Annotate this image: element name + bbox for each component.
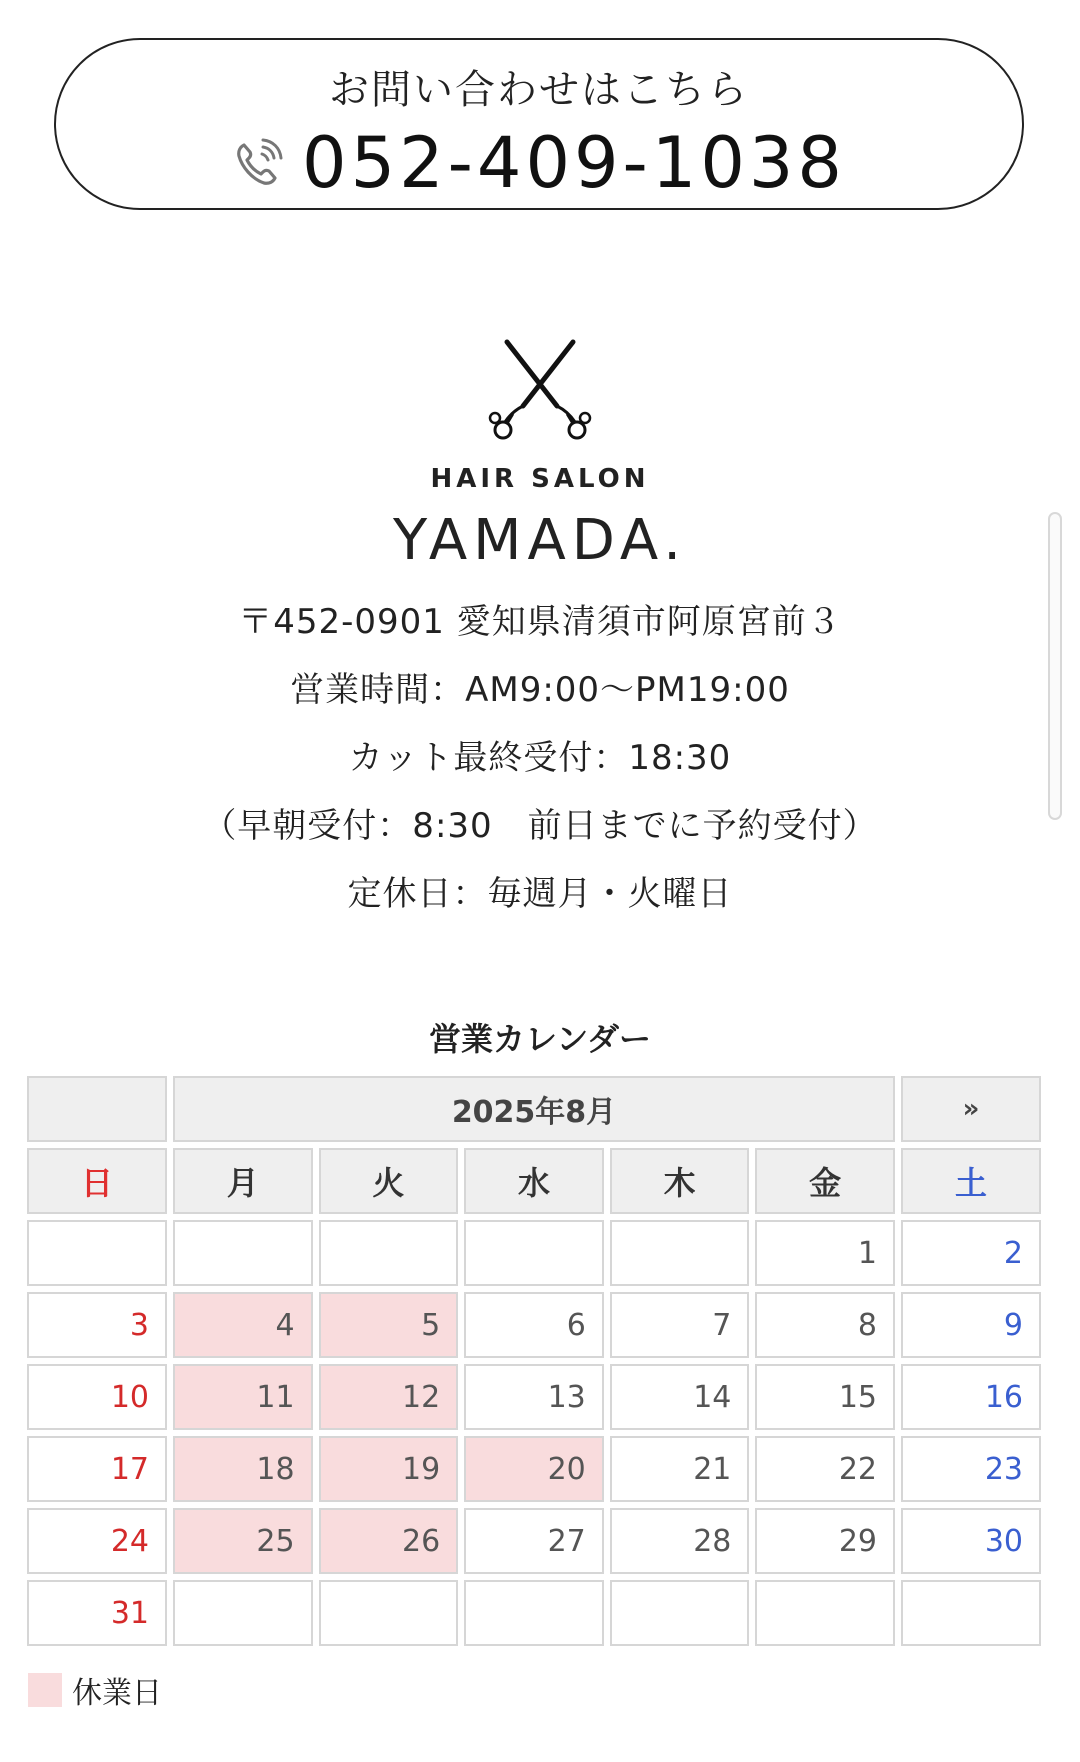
calendar-day: 30 — [901, 1508, 1041, 1574]
logo-subtitle: HAIR SALON — [430, 464, 650, 494]
calendar-day: 17 — [27, 1436, 167, 1502]
calendar-day: 5 — [319, 1292, 459, 1358]
calendar-day: 19 — [319, 1436, 459, 1502]
calendar-empty-cell — [27, 1220, 167, 1286]
weekday-header: 日 — [27, 1148, 167, 1214]
closed-swatch — [28, 1673, 62, 1707]
calendar-legend — [28, 1668, 162, 1712]
calendar-week-row — [27, 1508, 1041, 1574]
legend-label: 休業日 — [72, 1676, 162, 1711]
calendar-empty-cell — [610, 1580, 750, 1646]
scrollbar[interactable] — [1048, 512, 1062, 820]
calendar-empty-cell — [319, 1580, 459, 1646]
calendar-day: 16 — [901, 1364, 1041, 1430]
calendar-empty-cell — [901, 1580, 1041, 1646]
calendar-day: 24 — [27, 1508, 167, 1574]
weekday-header: 木 — [610, 1148, 750, 1214]
calendar-empty-cell — [173, 1580, 313, 1646]
business-calendar — [21, 1070, 1047, 1652]
contact-button[interactable] — [54, 38, 1024, 210]
calendar-empty-cell — [319, 1220, 459, 1286]
calendar-day: 15 — [755, 1364, 895, 1430]
calendar-day: 12 — [319, 1364, 459, 1430]
next-month-button[interactable]: » — [901, 1076, 1041, 1142]
weekday-header: 火 — [319, 1148, 459, 1214]
calendar-day: 23 — [901, 1436, 1041, 1502]
calendar-day: 1 — [755, 1220, 895, 1286]
calendar-empty-cell — [610, 1220, 750, 1286]
last-cut-time: カット最終受付：18:30 — [348, 738, 732, 778]
scissors-icon — [485, 338, 595, 448]
logo-title: YAMADA. — [392, 508, 688, 573]
calendar-day: 8 — [755, 1292, 895, 1358]
calendar-empty-cell — [464, 1220, 604, 1286]
calendar-day: 7 — [610, 1292, 750, 1358]
calendar-day: 22 — [755, 1436, 895, 1502]
calendar-day: 28 — [610, 1508, 750, 1574]
address: 〒452-0901 愛知県清須市阿原宮前３ — [238, 602, 842, 642]
calendar-week-row — [27, 1580, 1041, 1646]
calendar-day: 14 — [610, 1364, 750, 1430]
salon-logo — [0, 338, 1080, 573]
calendar-day: 6 — [464, 1292, 604, 1358]
calendar-empty-cell — [173, 1220, 313, 1286]
weekday-header: 月 — [173, 1148, 313, 1214]
calendar-week-row — [27, 1292, 1041, 1358]
calendar-day: 3 — [27, 1292, 167, 1358]
phone-number[interactable]: 052-409-1038 — [302, 122, 846, 204]
regular-holiday: 定休日：毎週月・火曜日 — [347, 874, 733, 914]
calendar-day: 26 — [319, 1508, 459, 1574]
calendar-empty-cell — [464, 1580, 604, 1646]
calendar-day: 11 — [173, 1364, 313, 1430]
calendar-prev-empty — [27, 1076, 167, 1142]
calendar-day: 20 — [464, 1436, 604, 1502]
calendar-day: 25 — [173, 1508, 313, 1574]
phone-icon — [232, 137, 284, 189]
calendar-day: 4 — [173, 1292, 313, 1358]
weekday-header: 水 — [464, 1148, 604, 1214]
calendar-day: 29 — [755, 1508, 895, 1574]
contact-label: お問い合わせはこちら — [329, 67, 749, 113]
calendar-week-row — [27, 1436, 1041, 1502]
calendar-day: 21 — [610, 1436, 750, 1502]
calendar-day: 31 — [27, 1580, 167, 1646]
calendar-day: 10 — [27, 1364, 167, 1430]
business-hours: 営業時間：AM9:00〜PM19:00 — [290, 670, 790, 710]
weekday-header: 土 — [901, 1148, 1041, 1214]
calendar-day: 18 — [173, 1436, 313, 1502]
salon-info — [0, 588, 1080, 928]
calendar-month: 2025年8月 — [173, 1076, 895, 1142]
calendar-day: 13 — [464, 1364, 604, 1430]
calendar-day: 2 — [901, 1220, 1041, 1286]
calendar-day: 9 — [901, 1292, 1041, 1358]
weekday-header: 金 — [755, 1148, 895, 1214]
contact-phone-row — [56, 118, 1022, 208]
calendar-day: 27 — [464, 1508, 604, 1574]
calendar-week-row — [27, 1220, 1041, 1286]
calendar-title: 営業カレンダー — [429, 1020, 651, 1058]
early-reception: （早朝受付：8:30 前日までに予約受付） — [202, 806, 878, 846]
calendar-empty-cell — [755, 1580, 895, 1646]
calendar-week-row — [27, 1364, 1041, 1430]
